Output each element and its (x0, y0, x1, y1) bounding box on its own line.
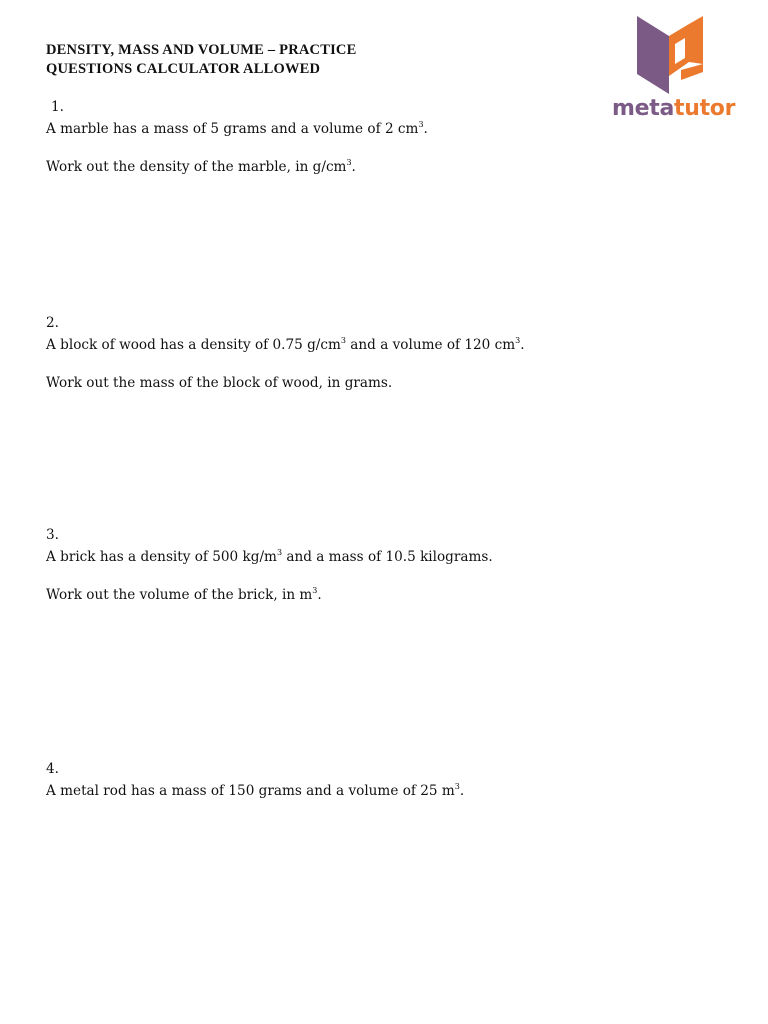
title-line-1: DENSITY, MASS AND VOLUME – PRACTICE (46, 42, 357, 58)
question-task: Work out the volume of the brick, in $m^3$. (46, 586, 322, 603)
question-3 (46, 526, 493, 604)
metatutor-logo (610, 14, 735, 124)
question-task: Work out the mass of the block of wood, in grams. (46, 375, 393, 391)
question-number: 2. (46, 315, 59, 331)
question-1 (46, 98, 428, 176)
question-4 (46, 760, 464, 820)
question-task: Work out the density of the marble, in $g/cm^3$. (46, 158, 356, 175)
question-statement: A metal rod has a mass of 150 grams and a volume of 25 $m^3$. (46, 782, 465, 799)
title-line-2: QUESTIONS CALCULATOR ALLOWED (46, 61, 321, 77)
metatutor-logo-mark-icon (631, 14, 721, 94)
logo-wordmark (612, 96, 735, 122)
worksheet-title (46, 41, 356, 79)
question-number: 4. (46, 761, 59, 777)
logo-text-meta: meta (612, 96, 675, 121)
question-number: 3. (46, 527, 59, 543)
question-statement: A block of wood has a density of 0.75 $g/cm^3$ and a volume of 120 $cm^3$. (46, 336, 525, 353)
question-2 (46, 314, 525, 392)
question-statement: A brick has a density of 500 $kg/m^3$ and a mass of 10.5 kilograms. (46, 548, 493, 565)
question-number: 1. (51, 99, 64, 115)
question-statement: A marble has a mass of 5 grams and a volume of 2 $cm^3$. (46, 120, 428, 137)
logo-text-tutor: tutor (674, 96, 736, 121)
